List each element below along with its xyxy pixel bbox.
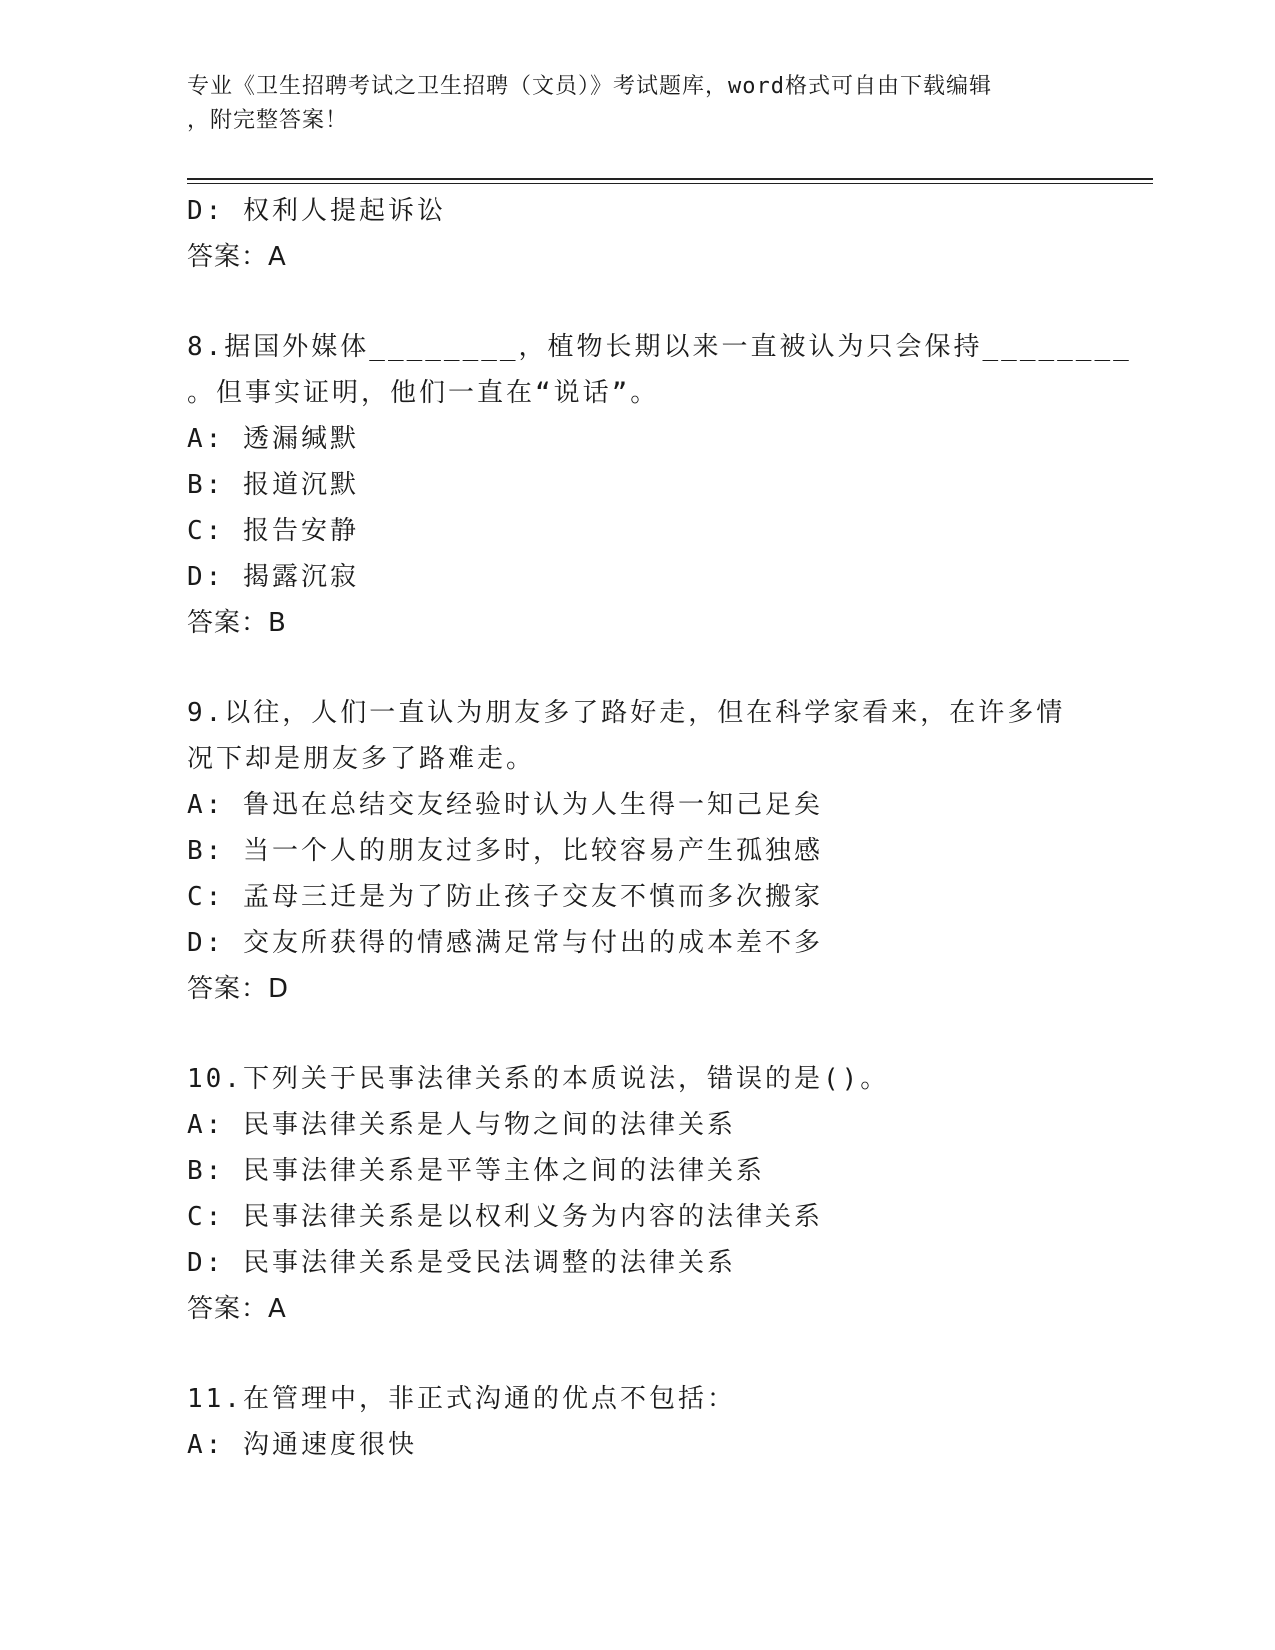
option-c: C: 报告安静: [187, 516, 359, 546]
option-d: D: 交友所获得的情感满足常与付出的成本差不多: [187, 928, 823, 958]
header-line-2: ，附完整答案！: [187, 108, 349, 133]
question-block: [187, 324, 1132, 646]
answer-line: 答案：D: [187, 974, 290, 1004]
option-c: C: 民事法律关系是以权利义务为内容的法律关系: [187, 1202, 823, 1232]
option-a: A: 鲁迅在总结交友经验时认为人生得一知己足矣: [187, 790, 823, 820]
question-stem: 9.以往，人们一直认为朋友多了路好走，但在科学家看来，在许多情: [187, 698, 1066, 728]
question-block: [187, 1376, 1087, 1468]
question-stem: 8.据国外媒体________，植物长期以来一直被认为只会保持________: [187, 332, 1132, 362]
question-block: [187, 188, 1087, 280]
question-stem: 11.在管理中，非正式沟通的优点不包括：: [187, 1384, 736, 1414]
header-line-1: 专业《卫生招聘考试之卫生招聘（文员）》考试题库，word格式可自由下载编辑: [187, 74, 992, 99]
question-block: [187, 1056, 1087, 1332]
question-list: [187, 188, 1132, 1468]
option-a: A: 沟通速度很快: [187, 1430, 417, 1460]
option-a: A: 民事法律关系是人与物之间的法律关系: [187, 1110, 736, 1140]
option-d: D: 揭露沉寂: [187, 562, 359, 592]
option-b: B: 当一个人的朋友过多时，比较容易产生孤独感: [187, 836, 823, 866]
option-d: D: 权利人提起诉讼: [187, 196, 446, 226]
document-header: [187, 70, 1067, 138]
question-block: [187, 690, 1087, 1012]
question-stem: 。但事实证明，他们一直在“说话”。: [187, 378, 660, 408]
option-b: B: 报道沉默: [187, 470, 359, 500]
answer-line: 答案：A: [187, 1294, 287, 1324]
answer-line: 答案：A: [187, 242, 287, 272]
option-d: D: 民事法律关系是受民法调整的法律关系: [187, 1248, 736, 1278]
header-divider-thin: [187, 183, 1153, 184]
answer-line: 答案：B: [187, 608, 287, 638]
option-a: A: 透漏缄默: [187, 424, 359, 454]
question-stem: 10.下列关于民事法律关系的本质说法，错误的是()。: [187, 1064, 890, 1094]
question-stem: 况下却是朋友多了路难走。: [187, 744, 536, 774]
option-b: B: 民事法律关系是平等主体之间的法律关系: [187, 1156, 765, 1186]
header-divider-thick: [187, 178, 1153, 180]
option-c: C: 孟母三迁是为了防止孩子交友不慎而多次搬家: [187, 882, 823, 912]
